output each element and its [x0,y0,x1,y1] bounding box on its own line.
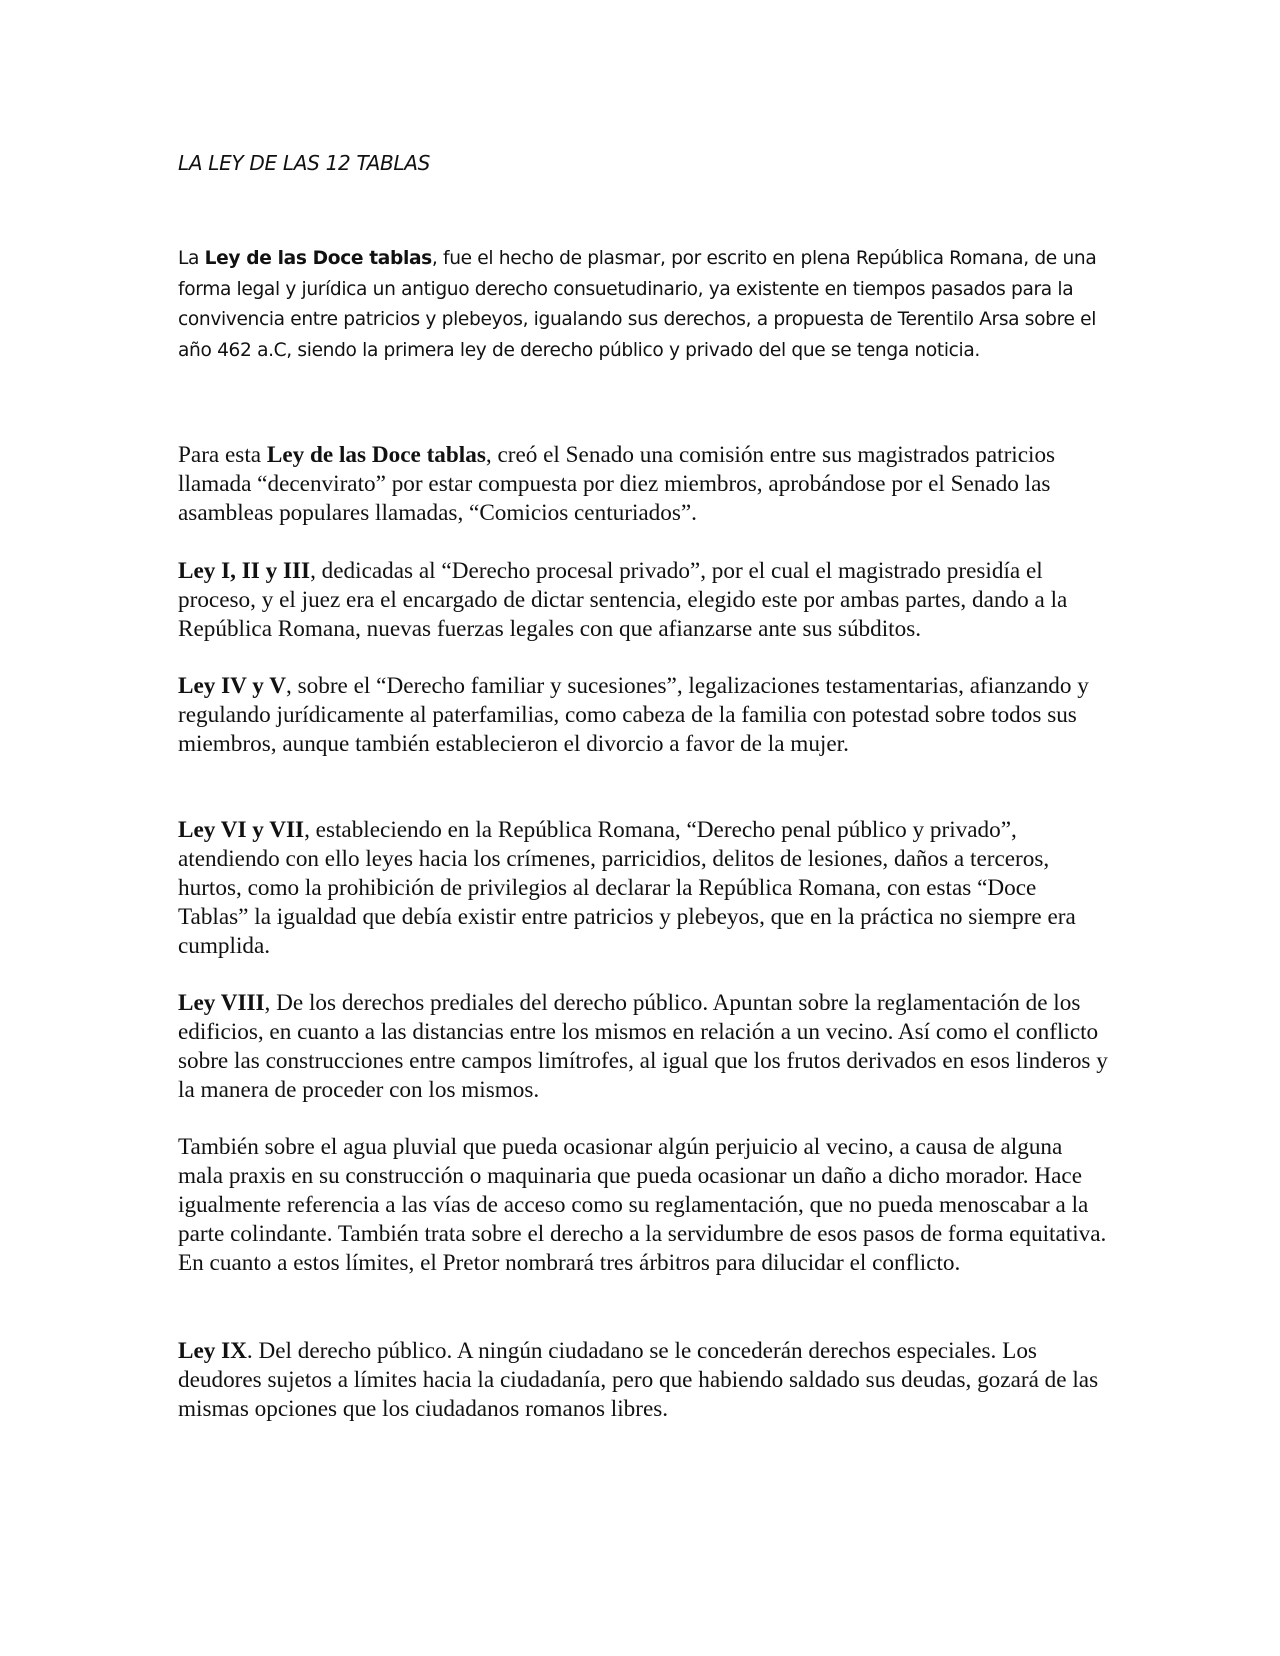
paragraph-rest: , De los derechos prediales del derecho público. Apuntan sobre la reglamentación de los edificios, en cuanto a las distancias entre los mismos en relación a un vecino. Así como el conflicto sobre las construcciones entre campos limítrofes, al igual que los frutos derivados en esos linderos y la manera de proceder con los mismos. [178,990,1108,1103]
intro-rest: , fue el hecho de plasmar, por escrito en plena República Romana, de una forma legal y jurídica un antiguo derecho consuetudinario, ya existente en tiempos pasados para la convivencia entre patricios y plebeyos, igualando sus derechos, a propuesta de Terentilo Arsa sobre el año 462 a.C, siendo la primera ley de derecho público y privado del que se tenga noticia. [178,248,1097,361]
paragraph-comision [178,441,1108,528]
paragraph-lead: Para esta [178,442,267,468]
paragraph-bold: Ley IV y V [178,673,287,699]
paragraph-rest: , dedicadas al “Derecho procesal privado”, por el cual el magistrado presidía el proceso, y el juez era el encargado de dictar sentencia, elegido este por ambas partes, dando a la República Romana, nuevas fuerzas legales con que afianzarse ante sus súbditos. [178,558,1068,642]
paragraph-bold: Ley I, II y III [178,558,311,584]
paragraph-rest: , sobre el “Derecho familiar y sucesiones”, legalizaciones testamentarias, afianzando y regulando jurídicamente al paterfamilias, como cabeza de la familia con potestad sobre todos sus miembros, aunque también establecieron el divorcio a favor de la mujer. [178,673,1089,757]
paragraph-ley-iv-v [178,672,1108,759]
paragraph-ley-viii [178,989,1108,1105]
document-title: LA LEY DE LAS 12 TABLAS [178,151,431,175]
paragraph-lead: También sobre el agua pluvial que pueda ocasionar algún perjuicio al vecino, a causa de alguna mala praxis en su construcción o maquinaria que pueda ocasionar un daño a dicho morador. Hace igualmente referencia a las vías de acceso como su reglamentación, que no pueda menoscabar a la parte colindante. También trata sobre el derecho a la servidumbre de esos pasos de forma equitativa. En cuanto a estos límites, el Pretor nombrará tres árbitros para dilucidar el conflicto. [178,1134,1107,1276]
intro-lead: La [178,248,205,269]
paragraph-rest: , creó el Senado una comisión entre sus magistrados patricios llamada “decenvirato” por estar compuesta por diez miembros, aprobándose por el Senado las asambleas populares llamadas, “Comicios centuriados”. [178,442,1056,526]
intro-paragraph [178,244,1098,366]
paragraph-bold: Ley VIII [178,990,265,1016]
paragraph-rest: , estableciendo en la República Romana, “Derecho penal público y privado”, atendiendo con ello leyes hacia los crímenes, parricidios, delitos de lesiones, daños a terceros, hurtos, como la prohibición de privilegios al declarar la República Romana, con estas “Doce Tablas” la igualdad que debía existir entre patricios y plebeyos, que en la práctica no siempre era cumplida. [178,817,1076,959]
paragraph-ley-i-ii-iii [178,557,1108,644]
paragraph-ley-vi-vii [178,816,1108,961]
paragraph-bold: Ley VI y VII [178,817,305,843]
paragraph-bold: Ley de las Doce tablas [266,442,486,468]
paragraph-ley-ix [178,1337,1108,1424]
intro-bold: Ley de las Doce tablas [204,248,432,269]
paragraph-rest: . Del derecho público. A ningún ciudadano se le concederán derechos especiales. Los deudores sujetos a límites hacia la ciudadanía, pero que habiendo saldado sus deudas, gozará de las mismas opciones que los ciudadanos romanos libres. [178,1338,1099,1422]
paragraph-agua-pluvial [178,1133,1108,1278]
paragraph-bold: Ley IX [178,1338,247,1364]
